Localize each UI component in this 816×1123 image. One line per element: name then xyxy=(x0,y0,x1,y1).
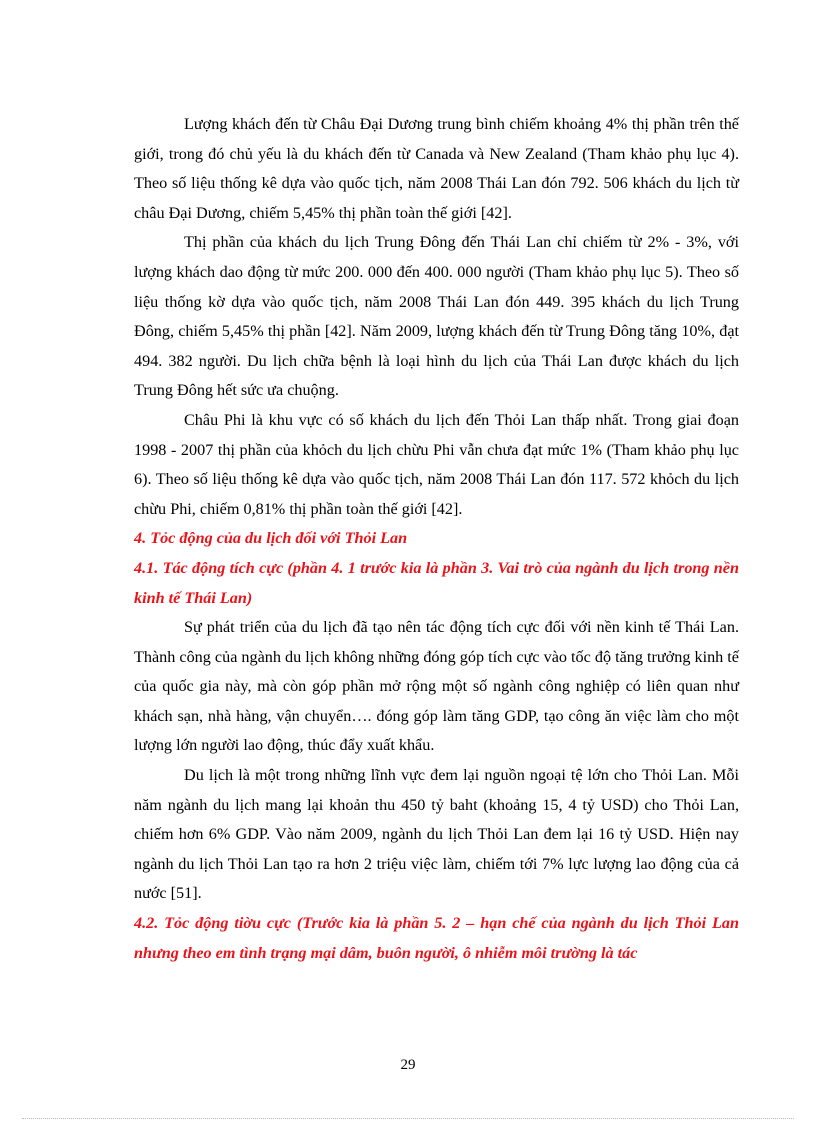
section-heading-4-2: 4.2. Tỏc động tiờu cực (Trước kia là phần 5. 2 – hạn chế của ngành du lịch Thỏi Lan nhưng theo em tình trạng mại dâm, buôn người, ô nhiễm môi trường là tác xyxy=(134,914,739,962)
paragraph-middle-east-visitors: Thị phần của khách du lịch Trung Đông đến Thái Lan chỉ chiếm từ 2% - 3%, với lượng khách dao động từ mức 200. 000 đến 400. 000 người (Tham khảo phụ lục 5). Theo số liệu thống kờ dựa vào quốc tịch, năm 2008 Thái Lan đón 449. 395 khách du lịch Trung Đông, chiếm 5,45% thị phần [42]. Năm 2009, lượng khách đến từ Trung Đông tăng 10%, đạt 494. 382 người. Du lịch chữa bệnh là loại hình du lịch của Thái Lan được khách du lịch Trung Đông hết sức ưa chuộng. xyxy=(134,233,739,400)
section-heading-4: 4. Tỏc động của du lịch đối với Thỏi Lan xyxy=(134,529,408,548)
paragraph-africa-visitors: Châu Phi là khu vực có số khách du lịch đến Thỏi Lan thấp nhất. Trong giai đoạn 1998 - 2007 thị phần của khỏch du lịch chừu Phi vẫn chưa đạt mức 1% (Tham khảo phụ lục 6). Theo số liệu thống kê dựa vào quốc tịch, năm 2008 Thái Lan đón 117. 572 khỏch du lịch chừu Phi, chiếm 0,81% thị phần toàn thế giới [42]. xyxy=(134,410,739,518)
page-number: 29 xyxy=(400,1057,416,1073)
paragraph-positive-impact: Sự phát triển của du lịch đã tạo nên tác động tích cực đối với nền kinh tế Thái Lan. Thành công của ngành du lịch không những đóng góp tích cực vào tốc độ tăng trưởng kinh tế của quốc gia này, mà còn góp phần mở rộng một số ngành công nghiệp có liên quan như khách sạn, nhà hàng, vận chuyển…. đóng góp làm tăng GDP, tạo công ăn việc làm cho một lượng lớn người lao động, thúc đẩy xuất khẩu. xyxy=(134,618,739,755)
document-page xyxy=(134,110,739,968)
paragraph-foreign-currency: Du lịch là một trong những lĩnh vực đem lại nguồn ngoại tệ lớn cho Thỏi Lan. Mỗi năm ngành du lịch mang lại khoản thu 450 tỷ baht (khoảng 15, 4 tỷ USD) cho Thỏi Lan, chiếm hơn 6% GDP. Vào năm 2009, ngành du lịch Thỏi Lan đem lại 16 tỷ USD. Hiện nay ngành du lịch Thỏi Lan tạo ra hơn 2 triệu việc làm, chiếm tới 7% lực lượng lao động của cả nước [51]. xyxy=(134,766,739,903)
paragraph-oceania-visitors: Lượng khách đến từ Châu Đại Dương trung bình chiếm khoảng 4% thị phần trên thế giới, trong đó chủ yếu là du khách đến từ Canada và New Zealand (Tham khảo phụ lục 4). Theo số liệu thống kê dựa vào quốc tịch, năm 2008 Thái Lan đón 792. 506 khách du lịch từ châu Đại Dương, chiếm 5,45% thị phần toàn thế giới [42]. xyxy=(134,115,739,222)
section-heading-4-1: 4.1. Tác động tích cực (phần 4. 1 trước kia là phần 3. Vai trò của ngành du lịch trong nền kinh tế Thái Lan) xyxy=(134,558,739,607)
page-bottom-divider xyxy=(22,1118,794,1119)
